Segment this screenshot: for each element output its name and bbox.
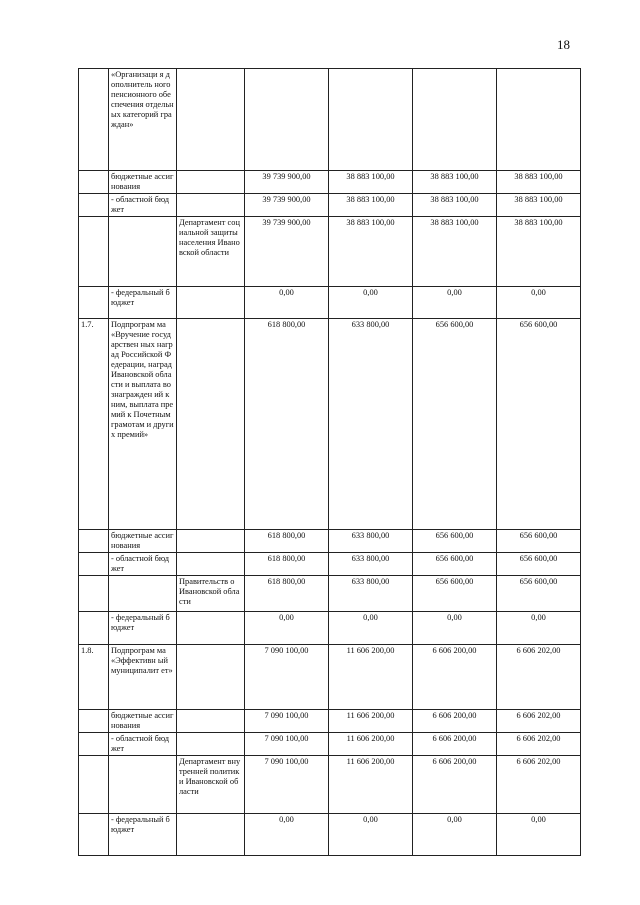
row-executor	[177, 171, 245, 194]
row-value-2: 11 606 200,00	[329, 756, 413, 814]
row-value-2: 11 606 200,00	[329, 710, 413, 733]
row-executor	[177, 814, 245, 856]
row-value-1: 618 800,00	[245, 319, 329, 530]
table-row	[79, 645, 581, 710]
row-value-1: 7 090 100,00	[245, 733, 329, 756]
row-value-2	[329, 69, 413, 171]
row-executor	[177, 733, 245, 756]
row-value-2: 38 883 100,00	[329, 194, 413, 217]
row-value-3	[413, 69, 497, 171]
row-name: бюджетные ассигнования	[109, 710, 177, 733]
row-value-1: 39 739 900,00	[245, 171, 329, 194]
row-value-4: 656 600,00	[497, 553, 581, 576]
row-number	[79, 553, 109, 576]
table-row	[79, 287, 581, 319]
row-value-4: 38 883 100,00	[497, 194, 581, 217]
row-value-4: 6 606 202,00	[497, 645, 581, 710]
row-value-1: 618 800,00	[245, 576, 329, 612]
row-value-3: 6 606 200,00	[413, 710, 497, 733]
row-value-4: 6 606 202,00	[497, 710, 581, 733]
row-number	[79, 576, 109, 612]
table-row	[79, 756, 581, 814]
row-value-1: 7 090 100,00	[245, 756, 329, 814]
row-value-3: 656 600,00	[413, 553, 497, 576]
row-executor	[177, 194, 245, 217]
row-value-1	[245, 69, 329, 171]
row-value-1: 618 800,00	[245, 553, 329, 576]
row-value-1: 7 090 100,00	[245, 710, 329, 733]
page-number: 18	[557, 37, 570, 52]
row-value-4: 38 883 100,00	[497, 171, 581, 194]
table-row	[79, 814, 581, 856]
row-value-3: 6 606 200,00	[413, 645, 497, 710]
row-executor	[177, 645, 245, 710]
row-value-2: 633 800,00	[329, 576, 413, 612]
row-executor	[177, 319, 245, 530]
row-value-4: 0,00	[497, 612, 581, 645]
row-value-4: 0,00	[497, 814, 581, 856]
table-row	[79, 733, 581, 756]
row-number	[79, 194, 109, 217]
row-executor: Департамент внутренней политики Ивановской области	[177, 756, 245, 814]
row-value-3: 38 883 100,00	[413, 171, 497, 194]
row-name: бюджетные ассигнования	[109, 530, 177, 553]
row-number	[79, 217, 109, 287]
row-value-2: 633 800,00	[329, 553, 413, 576]
table-row	[79, 69, 581, 171]
row-number: 1.7.	[79, 319, 109, 530]
row-value-3: 656 600,00	[413, 319, 497, 530]
row-executor	[177, 612, 245, 645]
row-value-3: 6 606 200,00	[413, 733, 497, 756]
row-name	[109, 217, 177, 287]
row-value-2: 0,00	[329, 612, 413, 645]
row-value-3: 656 600,00	[413, 576, 497, 612]
row-value-1: 39 739 900,00	[245, 194, 329, 217]
row-executor	[177, 69, 245, 171]
row-number	[79, 733, 109, 756]
row-name	[109, 756, 177, 814]
row-value-4: 6 606 202,00	[497, 756, 581, 814]
row-name: - областной бюджет	[109, 733, 177, 756]
row-value-3: 0,00	[413, 814, 497, 856]
table-row	[79, 530, 581, 553]
row-number	[79, 710, 109, 733]
table-row	[79, 576, 581, 612]
row-value-4: 0,00	[497, 287, 581, 319]
row-value-1: 0,00	[245, 612, 329, 645]
row-name: - федеральный бюджет	[109, 612, 177, 645]
row-value-1: 618 800,00	[245, 530, 329, 553]
table-row	[79, 171, 581, 194]
row-value-2: 633 800,00	[329, 319, 413, 530]
row-value-1: 39 739 900,00	[245, 217, 329, 287]
row-value-4: 656 600,00	[497, 319, 581, 530]
table-row	[79, 319, 581, 530]
row-value-3: 0,00	[413, 287, 497, 319]
row-value-2: 11 606 200,00	[329, 645, 413, 710]
row-value-2: 38 883 100,00	[329, 217, 413, 287]
row-value-4: 656 600,00	[497, 576, 581, 612]
row-executor: Департамент социальной защиты населения Ивановской области	[177, 217, 245, 287]
row-value-4: 38 883 100,00	[497, 217, 581, 287]
row-value-3: 38 883 100,00	[413, 194, 497, 217]
row-value-2: 11 606 200,00	[329, 733, 413, 756]
row-number	[79, 287, 109, 319]
row-value-3: 0,00	[413, 612, 497, 645]
row-value-1: 0,00	[245, 814, 329, 856]
row-value-2: 0,00	[329, 287, 413, 319]
table-body	[79, 69, 581, 856]
row-number	[79, 814, 109, 856]
table-row	[79, 217, 581, 287]
row-name: Подпрограм ма «Эффективн ый муниципалит ет»	[109, 645, 177, 710]
row-name	[109, 576, 177, 612]
row-number: 1.8.	[79, 645, 109, 710]
row-value-3: 656 600,00	[413, 530, 497, 553]
row-name: - областной бюджет	[109, 194, 177, 217]
row-value-2: 0,00	[329, 814, 413, 856]
row-name: - федеральный бюджет	[109, 287, 177, 319]
row-executor	[177, 287, 245, 319]
row-value-4	[497, 69, 581, 171]
row-value-2: 633 800,00	[329, 530, 413, 553]
row-value-2: 38 883 100,00	[329, 171, 413, 194]
row-executor	[177, 530, 245, 553]
row-name: Подпрограм ма «Вручение государствен ных наград Российской Федерации, наград Ивановской области и выплата вознагражден ий к ним, выплата премий к Почетным грамотам и других премий»	[109, 319, 177, 530]
row-number	[79, 530, 109, 553]
row-executor	[177, 710, 245, 733]
row-name: - областной бюджет	[109, 553, 177, 576]
row-executor: Правительств о Ивановской области	[177, 576, 245, 612]
row-value-4: 656 600,00	[497, 530, 581, 553]
row-value-4: 6 606 202,00	[497, 733, 581, 756]
row-name: - федеральный бюджет	[109, 814, 177, 856]
row-value-3: 6 606 200,00	[413, 756, 497, 814]
budget-table	[78, 68, 581, 856]
row-number	[79, 756, 109, 814]
row-name: «Организаци я дополнитель ного пенсионного обеспечения отдельных категорий граждан»	[109, 69, 177, 171]
table-row	[79, 194, 581, 217]
row-executor	[177, 553, 245, 576]
table-row	[79, 612, 581, 645]
table-row	[79, 710, 581, 733]
row-number	[79, 171, 109, 194]
row-number	[79, 612, 109, 645]
row-value-1: 7 090 100,00	[245, 645, 329, 710]
row-value-1: 0,00	[245, 287, 329, 319]
row-value-3: 38 883 100,00	[413, 217, 497, 287]
row-name: бюджетные ассигнования	[109, 171, 177, 194]
row-number	[79, 69, 109, 171]
table-row	[79, 553, 581, 576]
